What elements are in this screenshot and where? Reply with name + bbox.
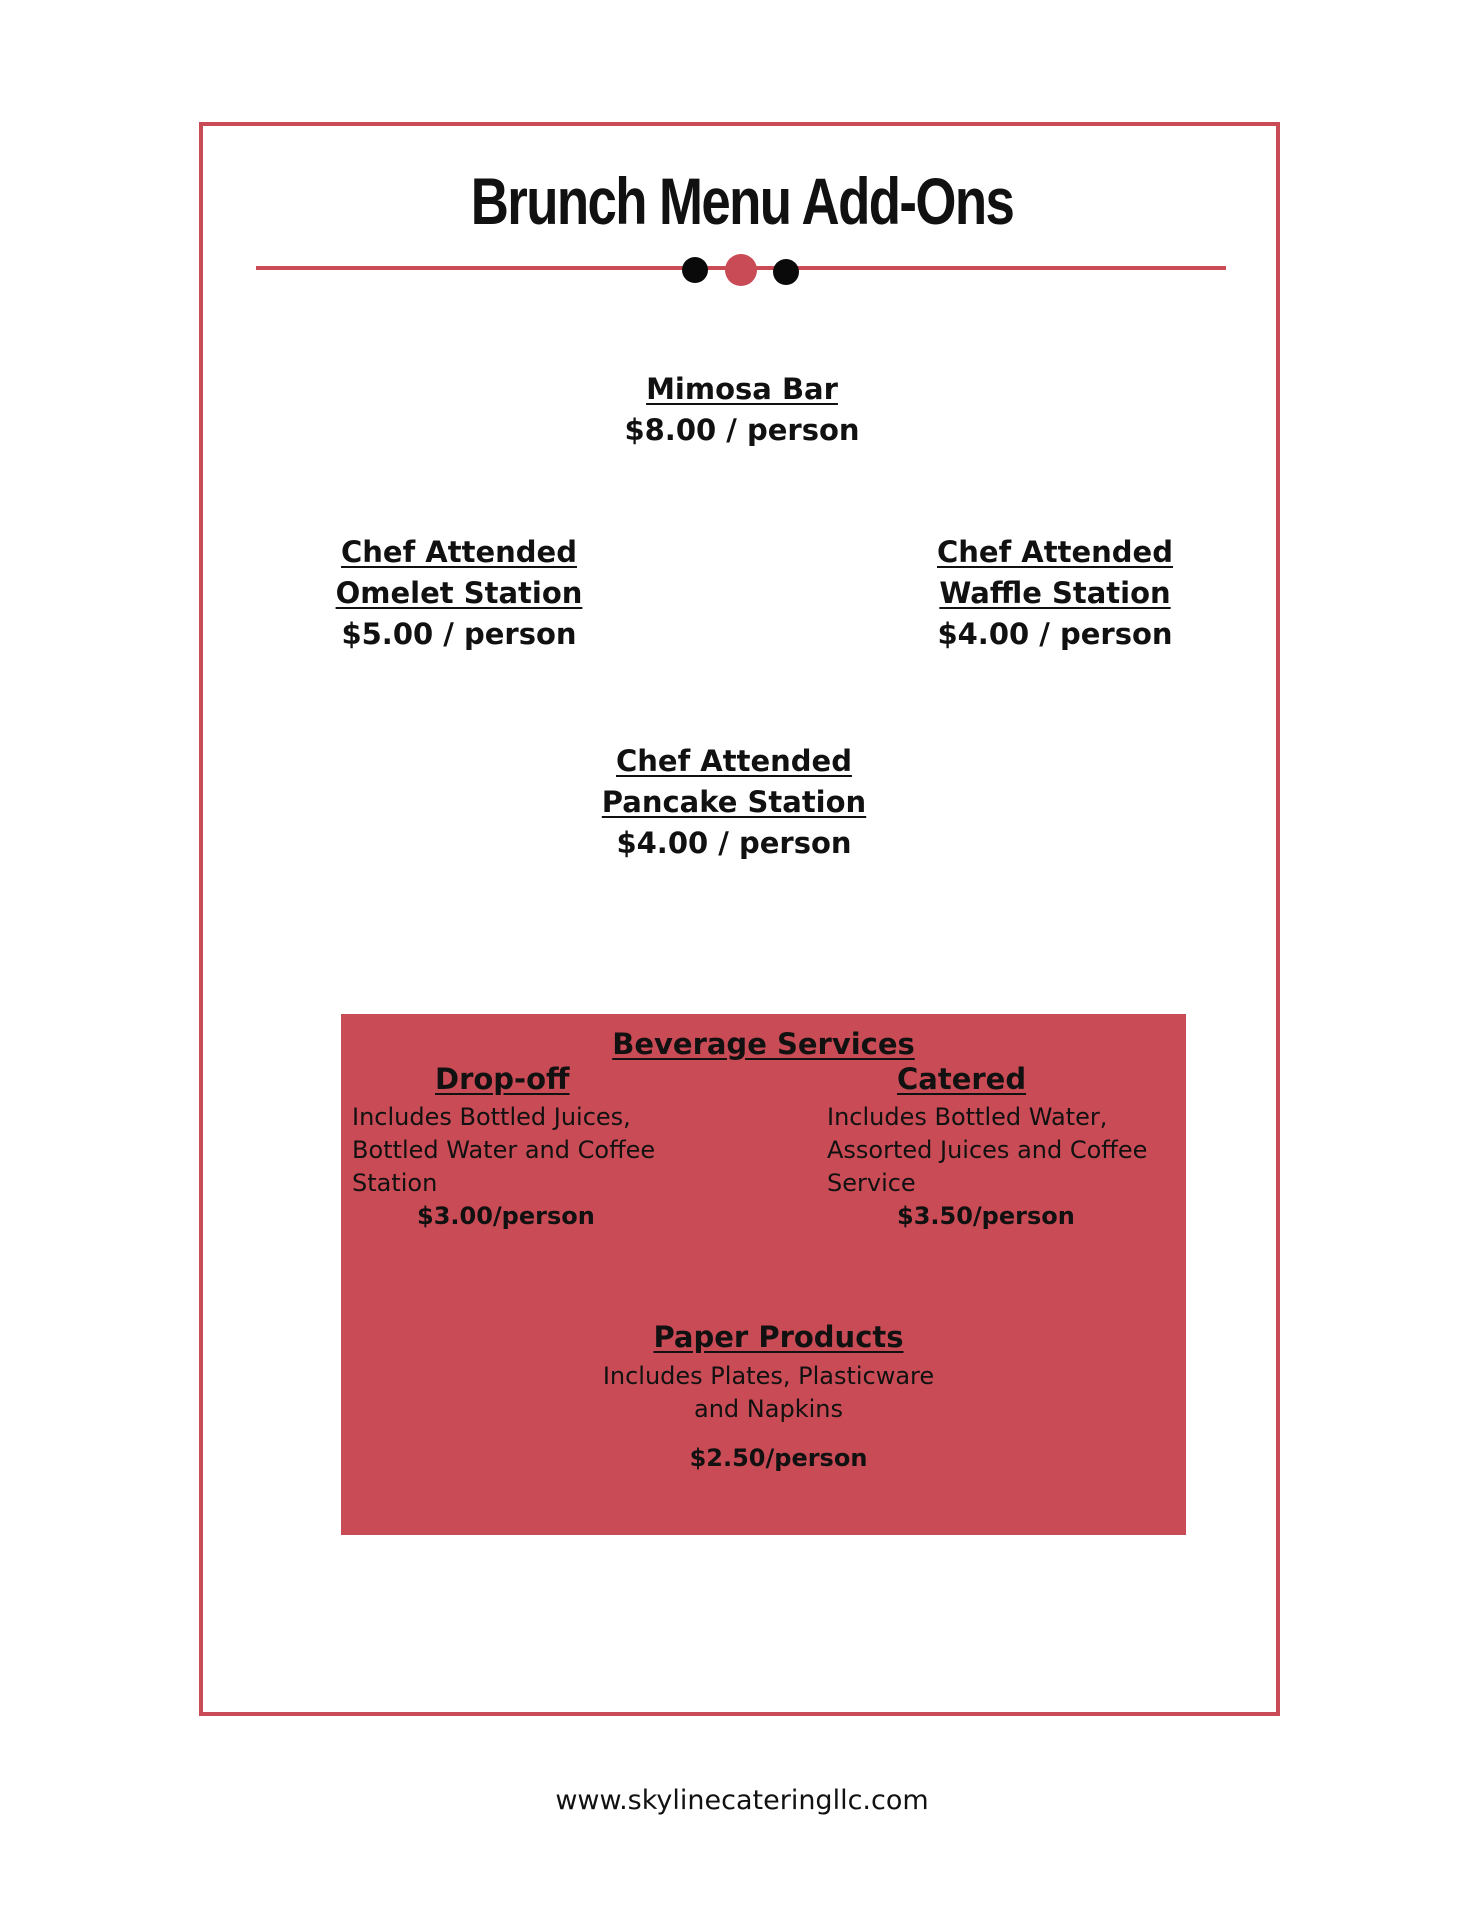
desc-line: Includes Bottled Juices, (352, 1103, 631, 1131)
item-name-line1: Chef Attended (341, 535, 577, 569)
item-name-line2: Pancake Station (601, 785, 867, 819)
item-name-line2: Omelet Station (335, 576, 583, 610)
beverage-services-title: Beverage Services (612, 1027, 915, 1061)
paper-products-title: Paper Products (653, 1320, 904, 1354)
item-name-line2: Waffle Station (939, 576, 1171, 610)
item-price: $4.00 / person (937, 617, 1173, 651)
website-url: www.skylinecateringllc.com (555, 1785, 929, 1816)
divider-dot-right (773, 259, 799, 285)
menu-item-waffle-station (905, 532, 1205, 655)
menu-item-mimosa-bar (592, 369, 892, 451)
page-title: Brunch Menu Add-Ons (470, 164, 1014, 238)
paper-products-price: $2.50/person (689, 1444, 868, 1472)
catered-description (827, 1101, 1147, 1200)
item-name: Mimosa Bar (646, 372, 838, 406)
menu-item-omelet-station (309, 532, 609, 655)
item-price: $4.00 / person (616, 826, 852, 860)
divider-dot-left (682, 257, 708, 283)
item-price: $8.00 / person (624, 413, 860, 447)
item-price: $5.00 / person (341, 617, 577, 651)
desc-line: Service (827, 1169, 916, 1197)
beverage-services-panel (341, 1014, 1186, 1535)
dropoff-price: $3.00/person (417, 1202, 595, 1230)
item-name-line1: Chef Attended (937, 535, 1173, 569)
desc-line: Includes Bottled Water, (827, 1103, 1108, 1131)
dropoff-title: Drop-off (435, 1062, 570, 1096)
desc-line: Assorted Juices and Coffee (827, 1136, 1148, 1164)
catered-price: $3.50/person (897, 1202, 1075, 1230)
item-name-line1: Chef Attended (616, 744, 852, 778)
desc-line: Includes Plates, Plasticware (602, 1362, 935, 1390)
divider-dot-center (725, 254, 757, 286)
desc-line: Station (352, 1169, 438, 1197)
paper-products-description (341, 1360, 1186, 1426)
catered-title: Catered (897, 1062, 1027, 1096)
menu-item-pancake-station (584, 741, 884, 864)
dropoff-description (352, 1101, 655, 1200)
desc-line: Bottled Water and Coffee (352, 1136, 656, 1164)
desc-line: and Napkins (694, 1395, 843, 1423)
